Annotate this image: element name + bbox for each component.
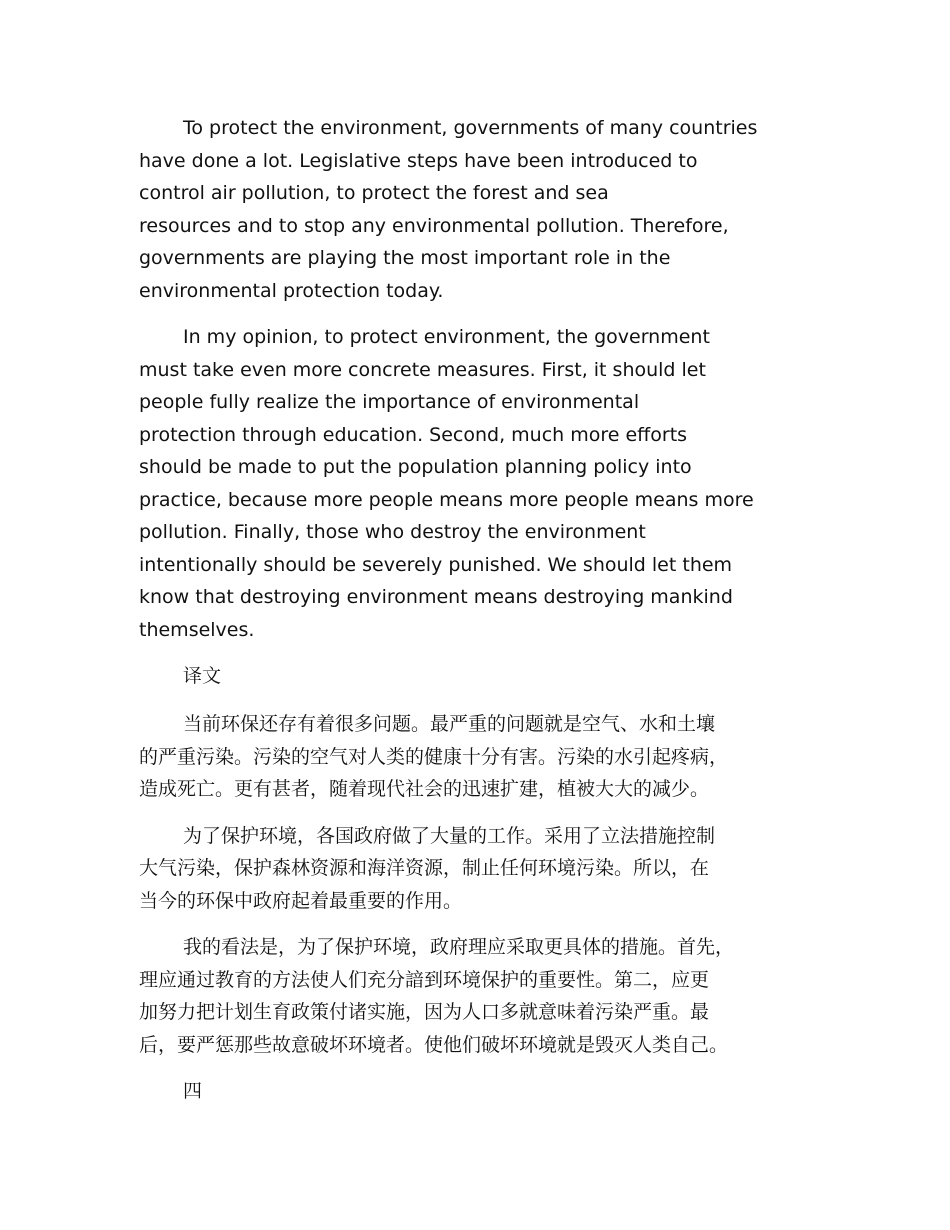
text-line: must take even more concrete measures. First, it should let [139,358,706,381]
text-line: environmental protection today. [139,279,444,302]
text-line: 我的看法是，为了保护环境，政府理应采取更具体的措施。首先， [183,936,735,958]
document-body [139,112,811,1123]
text-line: 的严重污染。污染的空气对人类的健康十分有害。污染的水引起疼病， [139,745,729,768]
text-line: themselves. [139,618,255,641]
text-line: In my opinion, to protect environment, the government [183,326,710,348]
text-line: governments are playing the most important role in the [139,247,671,269]
text-line: 当今的环保中政府起着最重要的作用。 [139,889,463,912]
text-line: protection through education. Second, much more efforts [139,423,688,446]
text-line: know that destroying environment means destroying mankind [139,586,733,608]
text-line: 加努力把计划生育政策付诸实施，因为人口多就意味着污染严重。最 [139,1001,710,1023]
text-line: people fully realize the importance of environmental [139,391,640,413]
paragraph-cn-3 [139,931,811,1061]
paragraph-en-1 [139,112,811,307]
paragraph-cn-1 [139,708,811,806]
text-line: pollution. Finally, those who destroy the environment [139,521,646,543]
text-line: resources and to stop any environmental pollution. Therefore, [139,214,729,237]
text-line: 为了保护环境，各国政府做了大量的工作。采用了立法措施控制 [183,824,716,847]
text-line: practice, because more people means more people means more [139,488,754,511]
text-line: 当前环保还存有着很多问题。最严重的问题就是空气、水和土壤 [183,713,716,735]
text-line: 后，要严惩那些故意破坏环境者。使他们破坏环境就是毁灭人类自己。 [139,1033,729,1056]
paragraph-cn-2 [139,820,811,918]
text-line: have done a lot. Legislative steps have been introduced to [139,149,698,172]
text-line: control air pollution, to protect the forest and sea [139,182,609,204]
text-line: 造成死亡。更有甚者，随着现代社会的迅速扩建，植被大大的减少。 [139,778,710,800]
paragraph-en-2 [139,321,811,646]
translation-heading: 译文 [183,665,222,687]
text-line: intentionally should be severely punished. We should let them [139,553,733,576]
section-marker: 四 [183,1080,203,1102]
text-line: To protect the environment, governments of many countries [183,117,758,139]
text-line: 大气污染，保护森林资源和海洋资源，制止任何环境污染。所以，在 [139,857,710,879]
text-line: 理应通过教育的方法使人们充分諳到环境保护的重要性。第二，应更 [139,968,710,991]
text-line: should be made to put the population planning policy into [139,456,692,478]
